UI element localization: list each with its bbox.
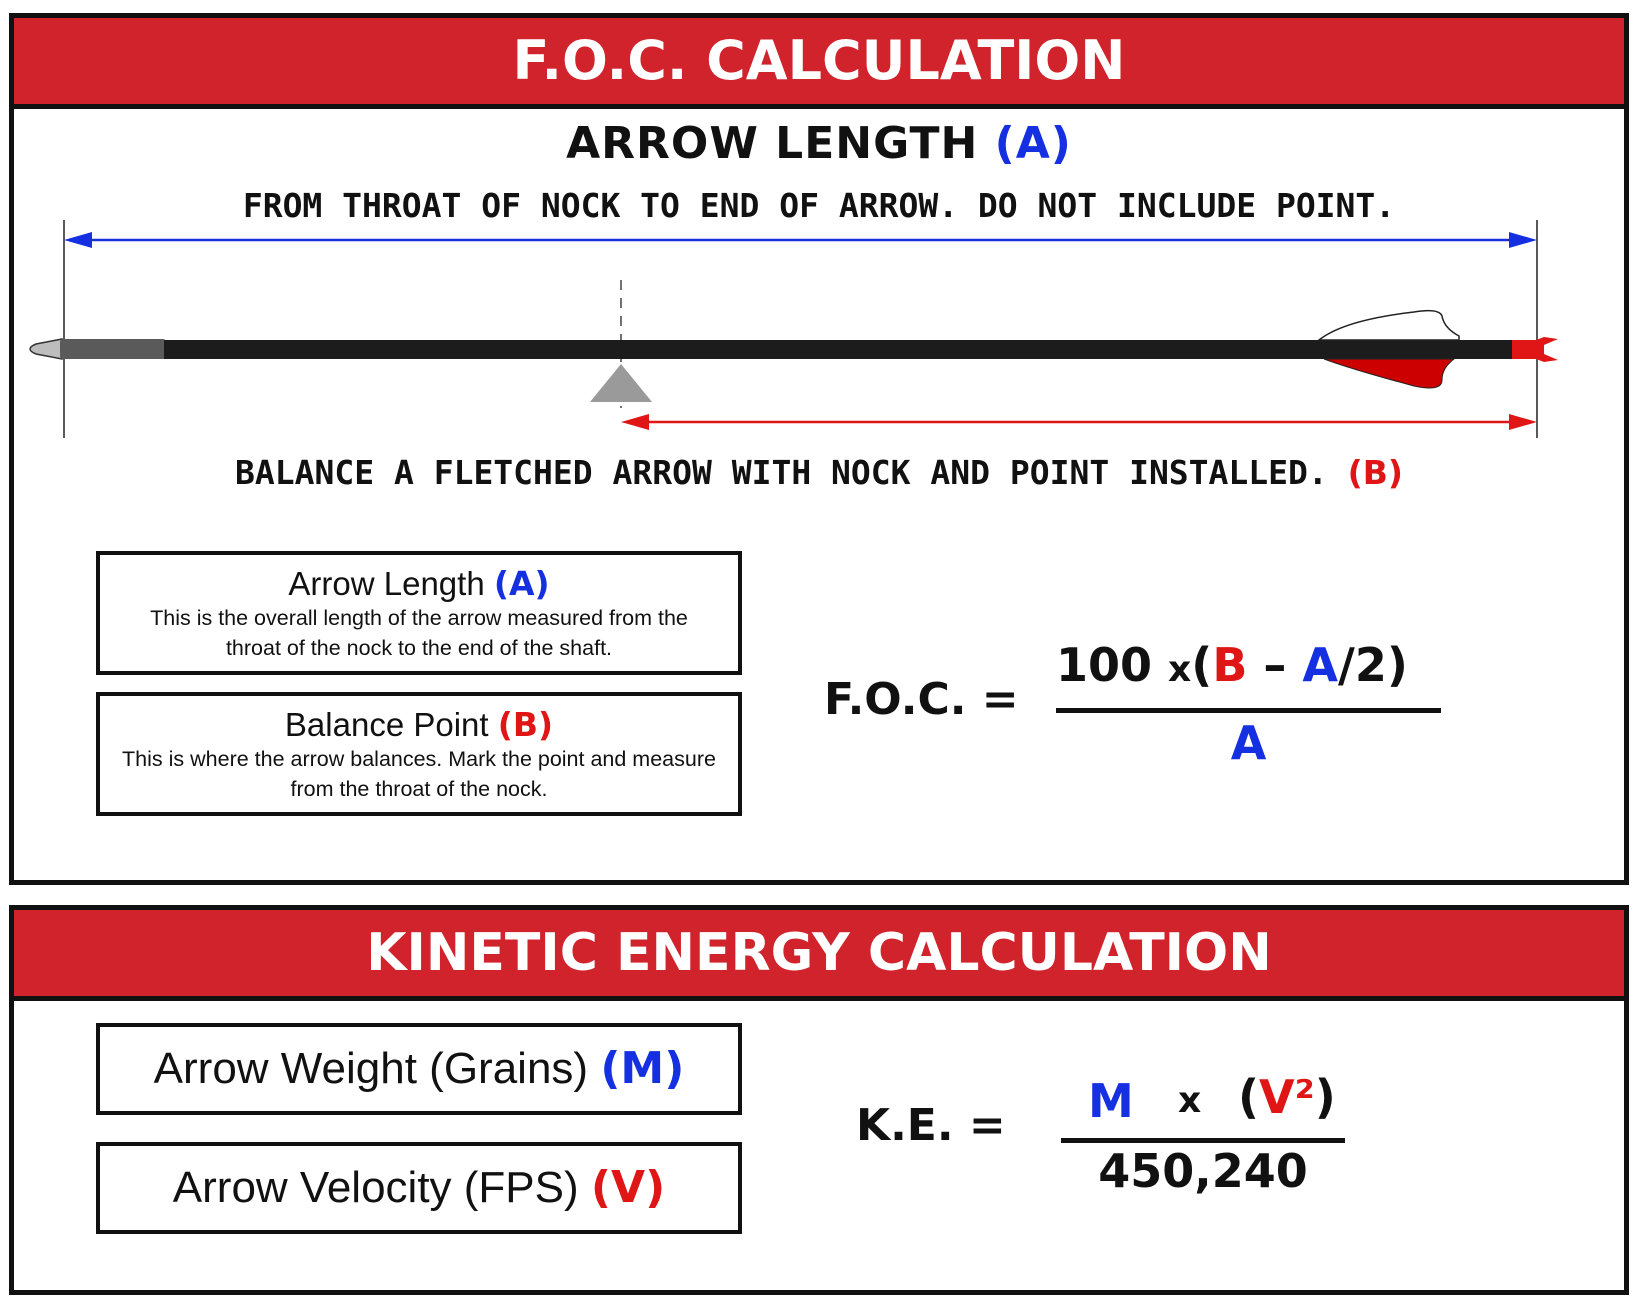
foc-num-times: x bbox=[1168, 649, 1192, 690]
arrow-nock bbox=[1512, 337, 1558, 362]
foc-formula-lhs: F.O.C. = bbox=[824, 674, 1019, 725]
arrow-diagram bbox=[14, 208, 1624, 458]
ke-denominator: 450,240 bbox=[1098, 1144, 1308, 1198]
arrow-shaft bbox=[164, 340, 1516, 359]
arrow-length-heading-var: (A) bbox=[994, 118, 1072, 169]
foc-panel bbox=[9, 13, 1629, 885]
arrow-length-box-var: (A) bbox=[493, 564, 550, 603]
balance-point-box-desc: This is where the arrow balances. Mark the point and measure from the throat of the nock. bbox=[122, 747, 716, 801]
foc-num-minus: – bbox=[1263, 638, 1287, 692]
balance-dimension-line bbox=[621, 414, 1537, 430]
foc-num-close: /2) bbox=[1338, 638, 1408, 692]
foc-num-a: A bbox=[1302, 638, 1339, 692]
ke-banner: KINETIC ENERGY CALCULATION bbox=[14, 910, 1624, 1001]
balance-point-box bbox=[96, 692, 742, 816]
arrow-insert bbox=[60, 339, 166, 359]
arrow-weight-box-title-text: Arrow Weight (Grains) bbox=[153, 1044, 589, 1093]
arrow-velocity-box-var: (V) bbox=[590, 1162, 666, 1213]
fletching-top bbox=[1319, 311, 1459, 340]
foc-fraction-bar bbox=[1056, 708, 1441, 713]
ke-panel bbox=[9, 905, 1629, 1295]
arrow-weight-box bbox=[96, 1023, 742, 1115]
balance-instruction-text: BALANCE A FLETCHED ARROW WITH NOCK AND POINT INSTALLED. bbox=[235, 453, 1328, 492]
ke-formula bbox=[856, 1070, 1356, 1210]
foc-num-b: B bbox=[1212, 638, 1248, 692]
ke-formula-lhs: K.E. = bbox=[856, 1100, 1006, 1151]
foc-num-100: 100 bbox=[1056, 638, 1153, 692]
length-dimension-line bbox=[64, 232, 1537, 248]
arrow-length-instruction: FROM THROAT OF NOCK TO END OF ARROW. DO NOT INCLUDE POINT. bbox=[242, 186, 1396, 225]
arrow-length-box-desc: This is the overall length of the arrow measured from the throat of the nock to the end of the shaft. bbox=[150, 606, 688, 660]
ke-num-close: ) bbox=[1314, 1070, 1336, 1124]
ke-num-open: ( bbox=[1238, 1070, 1260, 1124]
arrow-length-box-title-text: Arrow Length bbox=[288, 565, 485, 602]
foc-formula bbox=[824, 638, 1474, 788]
balance-point-box-title-text: Balance Point bbox=[284, 706, 489, 743]
arrow-weight-box-title bbox=[154, 1044, 685, 1093]
arrow-length-heading-text: ARROW LENGTH bbox=[566, 118, 979, 169]
fletching-bottom bbox=[1324, 359, 1454, 388]
arrow-length-box-title bbox=[100, 565, 738, 603]
balance-instruction-var: (B) bbox=[1347, 453, 1403, 492]
arrow-velocity-box-title-text: Arrow Velocity (FPS) bbox=[172, 1163, 579, 1212]
ke-num-m: M bbox=[1088, 1074, 1134, 1128]
balance-point-box-title bbox=[100, 706, 738, 744]
arrow-length-box bbox=[96, 551, 742, 675]
arrow-point bbox=[30, 339, 62, 359]
arrow-weight-box-var: (M) bbox=[600, 1043, 685, 1094]
balance-point-box-var: (B) bbox=[497, 705, 554, 744]
ke-num-paren-group bbox=[1238, 1070, 1336, 1124]
arrow-length-heading bbox=[14, 118, 1624, 169]
ke-num-times: x bbox=[1178, 1080, 1202, 1121]
ke-num-v: V² bbox=[1259, 1070, 1315, 1124]
balance-triangle bbox=[590, 364, 652, 402]
arrow-velocity-box bbox=[96, 1142, 742, 1234]
balance-instruction bbox=[14, 453, 1624, 492]
foc-banner: F.O.C. CALCULATION bbox=[14, 18, 1624, 109]
foc-denominator: A bbox=[1230, 716, 1267, 770]
foc-num-open: ( bbox=[1191, 638, 1213, 692]
foc-numerator bbox=[1056, 638, 1408, 692]
arrow-velocity-box-title bbox=[173, 1163, 665, 1212]
ke-fraction-bar bbox=[1061, 1138, 1345, 1143]
